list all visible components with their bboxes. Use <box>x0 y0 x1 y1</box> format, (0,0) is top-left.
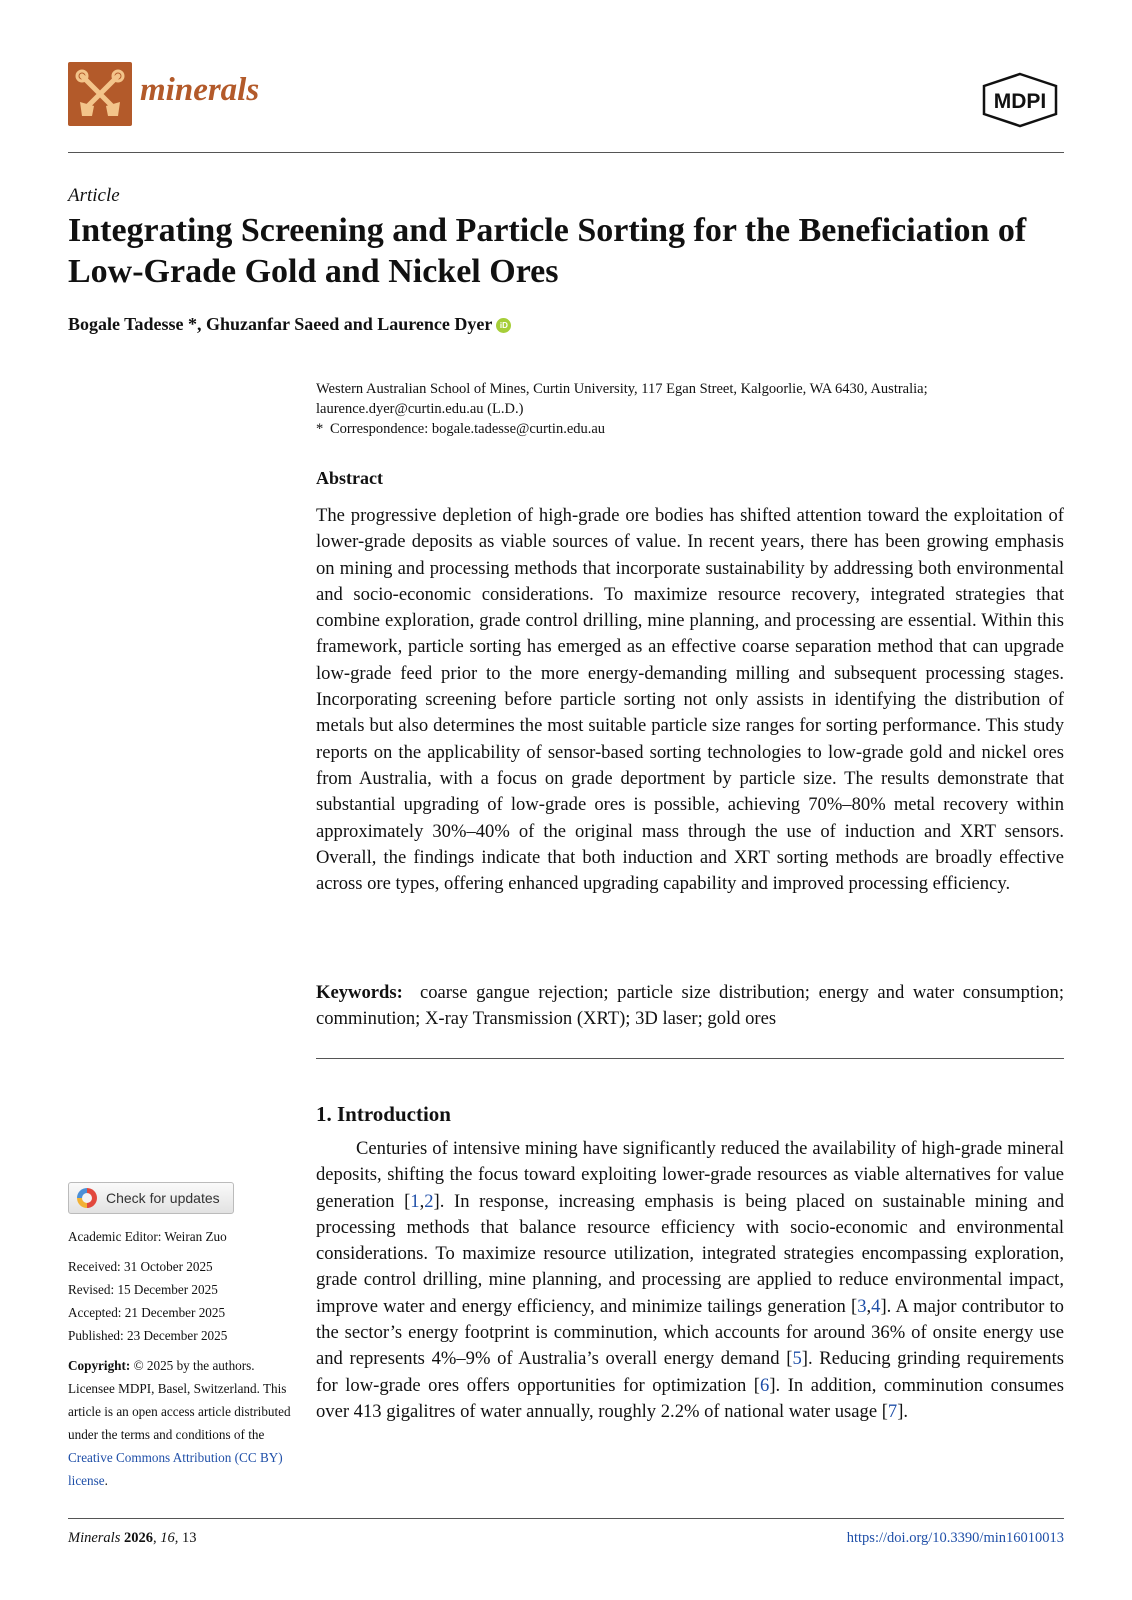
footer-year: 2026 <box>123 1530 153 1546</box>
intro-text: Centuries of intensive mining have significantly reduced the availability of high-grade mineral deposits, shifting the focus toward exploiting lower-grade resources as viable alternatives for value generation [ <box>316 1138 1064 1212</box>
published-date: Published: 23 December 2025 <box>68 1328 228 1343</box>
citation-link[interactable]: 5 <box>792 1348 802 1370</box>
article-info-sidebar <box>68 1225 298 1492</box>
accepted-date: Accepted: 21 December 2025 <box>68 1305 226 1320</box>
keywords-label: Keywords: <box>316 982 403 1003</box>
check-for-updates-button[interactable] <box>68 1182 234 1214</box>
authors-text: Bogale Tadesse *, Ghuzanfar Saeed and Laurence Dyer <box>68 314 493 334</box>
citation-separator: , <box>866 1295 872 1317</box>
article-title: Integrating Screening and Particle Sorting for the Beneficiation of Low-Grade Gold and Nickel Ores <box>68 212 1027 290</box>
doi-link[interactable]: https://doi.org/10.3390/min16010013 <box>846 1530 1064 1546</box>
correspondence <box>316 419 1066 439</box>
check-for-updates-label: Check for updates <box>106 1190 220 1206</box>
intro-text: ]. In addition, comminution consumes over 413 gigalitres of water annually, roughly 2.2% of national water usage [ <box>316 1374 1064 1422</box>
crossmark-icon <box>77 1188 97 1208</box>
revised-date: Revised: 15 December 2025 <box>68 1282 218 1297</box>
keywords <box>316 980 1064 1032</box>
intro-text: ]. A major contributor to the sector’s energy footprint is comminution, which accounts for around 36% of onsite energy use and represents 4%–9% of Australia’s overall energy demand [ <box>316 1295 1064 1370</box>
citation-link[interactable]: 1 <box>410 1190 420 1212</box>
affiliation-line: Western Australian School of Mines, Curtin University, 117 Egan Street, Kalgoorlie, WA 6430, Australia; <box>316 381 928 397</box>
introduction-paragraph <box>316 1136 1064 1425</box>
intro-text: ]. In response, increasing emphasis is being placed on sustainable mining and processing methods that balance resource efficiency with socio-economic and environmental considerations. To maximize resource utilization, integrated strategies encompassing exploration, grade control drilling, mine planning, and processing are applied to reduce environmental impact, improve water and energy efficiency, and minimize tailings generation [ <box>316 1190 1064 1317</box>
intro-text: ]. Reducing grinding requirements for low-grade ores offers opportunities for optimization [ <box>316 1348 1064 1396</box>
citation-link[interactable]: 2 <box>424 1190 434 1212</box>
citation-info: Minerals 2026, 16, 13 <box>68 1530 197 1546</box>
section-heading-introduction: 1. Introduction <box>316 1102 451 1126</box>
copyright-notice <box>68 1354 298 1492</box>
license-end: . <box>104 1473 108 1488</box>
affiliation-email: laurence.dyer@curtin.edu.au (L.D.) <box>316 401 524 417</box>
received-date: Received: 31 October 2025 <box>68 1259 213 1274</box>
citation-link[interactable]: 6 <box>760 1374 770 1396</box>
journal-logo <box>68 62 132 126</box>
correspondence-marker: * <box>316 421 324 437</box>
journal-name: minerals <box>140 72 260 108</box>
citation-link[interactable]: 3 <box>857 1295 867 1317</box>
footer-volume: 16 <box>160 1530 175 1546</box>
correspondence-text: Correspondence: bogale.tadesse@curtin.edu.au <box>330 421 606 437</box>
publisher-name: MDPI <box>993 90 1047 113</box>
author-list <box>68 314 511 335</box>
footer-journal: Minerals <box>68 1530 121 1546</box>
citation-separator: , <box>419 1190 425 1212</box>
abstract-heading: Abstract <box>316 468 383 488</box>
copyright-label: Copyright: <box>68 1358 131 1373</box>
section-divider <box>316 1058 1064 1059</box>
publisher-logo <box>980 72 1060 133</box>
keywords-text: coarse gangue rejection; particle size distribution; energy and water consumption; comminution; X-ray Transmission (XRT); 3D laser; gold ores <box>316 982 1065 1029</box>
mdpi-hexagon-icon <box>980 72 1060 128</box>
academic-editor: Academic Editor: Weiran Zuo <box>68 1229 227 1244</box>
affiliations <box>316 379 1066 439</box>
abstract-text: The progressive depletion of high-grade ore bodies has shifted attention toward the exploitation of lower-grade deposits as viable sources of value. In recent years, there has been growing emphasis on mining and processing methods that incorporate sustainability by addressing both environmental and socio-economic considerations. To maximize resource recovery, integrated strategies that combine exploration, grade control drilling, mine planning, and processing are essential. Within this framework, particle sorting has emerged as an effective coarse separation method that can upgrade low-grade feed prior to the more energy-demanding milling and subsequent processing stages. Incorporating screening before particle sorting not only assists in identifying the distribution of metals but also determines the most suitable particle size ranges for sorting performance. This study reports on the applicability of sensor-based sorting technologies to low-grade gold and nickel ores from Australia, with a focus on grade deportment by particle size. The results demonstrate that substantial upgrading of low-grade ores is possible, achieving 70%–80% metal recovery within approximately 30%–40% of the original mass through the use of induction and XRT sensors. Overall, the findings indicate that both induction and XRT sorting methods are broadly effective across ore types, offering enhanced upgrading capability and improved processing efficiency. <box>316 505 1064 895</box>
footer-divider <box>68 1518 1064 1519</box>
copyright-text: © 2025 by the authors. Licensee MDPI, Basel, Switzerland. This article is an open access article distributed under the terms and conditions of the <box>68 1358 291 1442</box>
footer-article-number: 13 <box>181 1530 197 1546</box>
header-divider <box>68 152 1064 153</box>
citation-link[interactable]: 4 <box>871 1295 881 1317</box>
crossed-shovels-icon <box>68 62 132 126</box>
article-type: Article <box>68 185 120 206</box>
license-link[interactable]: Creative Commons Attribution (CC BY) license <box>68 1450 283 1488</box>
citation-link[interactable]: 7 <box>887 1400 898 1422</box>
orcid-icon[interactable]: iD <box>496 318 511 333</box>
intro-text: ]. <box>897 1400 909 1422</box>
